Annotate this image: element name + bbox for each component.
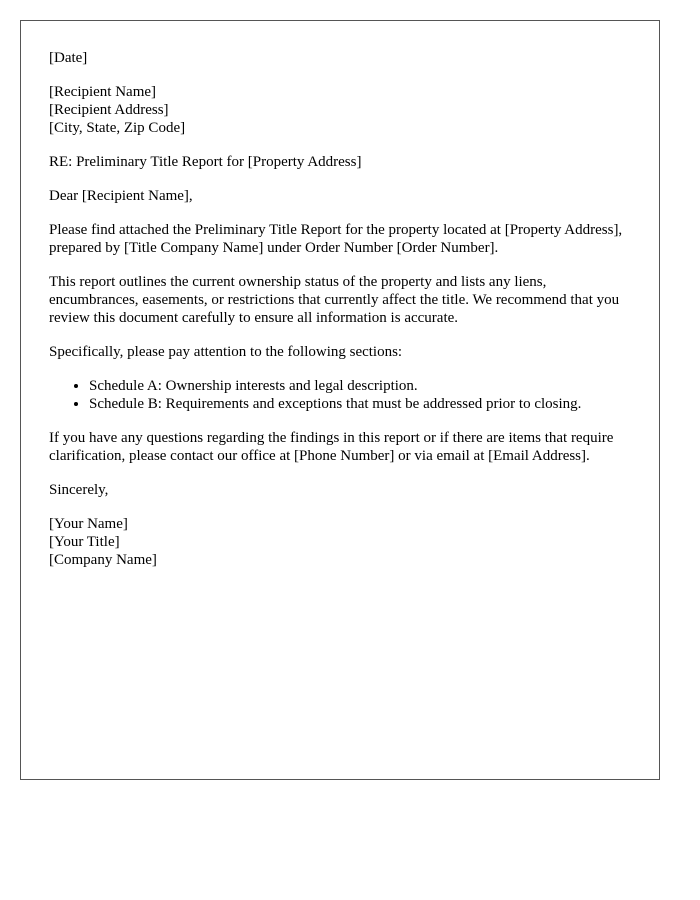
body-paragraph-report-summary: This report outlines the current ownership status of the property and lists any liens, encumbrances, easements, or restrictions that currently affect the title. We recommend that you review this document carefully to ensure all information is accurate. (49, 274, 620, 326)
list-item-schedule-b: • Schedule B: Requirements and exceptions that must be addressed prior to closing. (89, 395, 631, 413)
sections-list (49, 377, 631, 413)
signature-company: [Company Name] (49, 552, 157, 568)
salutation: Dear [Recipient Name], (49, 188, 193, 204)
subject-line: RE: Preliminary Title Report for [Property Address] (49, 154, 362, 170)
letter-date: [Date] (49, 50, 88, 66)
body-paragraph-attachment: Please find attached the Preliminary Title Report for the property located at [Property Address], prepared by [Title Company Name] under Order Number [Order Number]. (49, 222, 623, 256)
recipient-city-state-zip: [City, State, Zip Code] (49, 120, 186, 136)
signature-name: [Your Name] (49, 516, 128, 532)
recipient-block (49, 83, 631, 137)
closing: Sincerely, (49, 482, 109, 498)
list-item-schedule-a: • Schedule A: Ownership interests and legal description. (89, 377, 631, 395)
letter-page (20, 20, 660, 780)
letter-content (21, 21, 659, 569)
recipient-address: [Recipient Address] (49, 102, 169, 118)
signature-title: [Your Title] (49, 534, 120, 550)
body-paragraph-contact: If you have any questions regarding the findings in this report or if there are items that require clarification, please contact our office at [Phone Number] or via email at [Email Address]. (49, 430, 614, 464)
signature-block (49, 515, 631, 569)
body-paragraph-sections-intro: Specifically, please pay attention to the following sections: (49, 344, 403, 360)
recipient-name: [Recipient Name] (49, 84, 157, 100)
